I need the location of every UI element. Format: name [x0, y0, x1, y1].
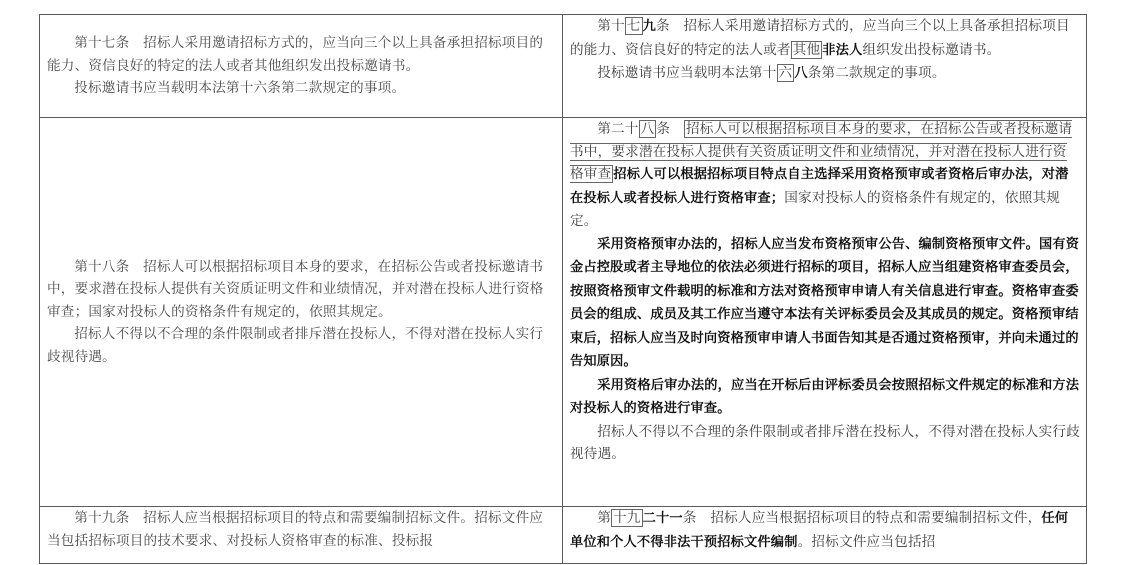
unchanged-text: 国家对投标人的资格条件有规定的，依照其规定。 [570, 189, 1061, 229]
unchanged-text: 条 [656, 121, 684, 137]
original-paragraph: 投标邀请书应当载明本法第十六条第二款规定的事项。 [74, 80, 406, 97]
revised-text-cell [563, 118, 1087, 507]
unchanged-text: 招标人不得以不合理的条件限制或者排斥潜在投标人，不得对潜在投标人实行歧视待遇。 [570, 423, 1080, 462]
original-paragraph: 第十八条 招标人可以根据招标项目本身的要求，在招标公告或者投标邀请书中，要求潜在投标人提供有关资质证明文件和业绩情况，并对潜在投标人进行资格审查；国家对投标人的资格条件有规定的，依照其规定。 [47, 258, 544, 320]
added-text: 招标人可以根据招标项目特点自主选择采用资格预审或者资格后审办法，对潜在投标人或者投标人进行资格审查； [570, 167, 1069, 206]
comparison-table [39, 14, 1087, 564]
unchanged-text: 第二十 [597, 121, 639, 137]
original-text-cell [40, 507, 563, 564]
added-text: 任何单位和个人不得非法干预招标文件编制 [570, 511, 1069, 550]
added-text: 采用资格预审办法的，招标人应当发布资格预审公告、编制资格预审文件。国有资金占控股或者主导地位的依法必须进行招标的项目，招标人应当组建资格审查委员会，按照资格预审文件载明的标准和方法对资格预审申请人有关信息进行审查。资格审查委员会的组成、成员及其工作应当遵守本法有关评标委员会及其成员的规定。资格预审结束后，招标人应当及时向资格预审申请人书面告知其是否通过资格预审，并向未通过的告知原因。 [570, 236, 1080, 369]
added-text: 二十一 [642, 511, 683, 526]
original-paragraph: 第十九条 招标人应当根据招标项目的特点和需要编制招标文件。招标文件应当包括招标项目的技术要求、对投标人资格审查的标准、投标报 [47, 510, 544, 549]
unchanged-text: 第 [597, 510, 611, 526]
original-paragraph: 招标人不得以不合理的条件限制或者排斥潜在投标人，不得对潜在投标人实行歧视待遇。 [47, 326, 544, 365]
revised-paragraph [570, 118, 1080, 233]
unchanged-text: 投标邀请书应当载明本法第十 [597, 65, 777, 81]
deleted-text: 六 [778, 65, 793, 81]
added-text: 九 [642, 19, 656, 34]
deleted-text: 七 [626, 18, 641, 34]
deleted-text: 十九 [612, 510, 641, 526]
revised-text-cell [563, 507, 1087, 564]
added-text: 采用资格后审办法的，应当在开标后由评标委员会按照招标文件规定的标准和方法对投标人的资格进行审查。 [570, 377, 1080, 416]
original-text-cell [40, 118, 563, 507]
revised-paragraph [570, 374, 1080, 421]
original-paragraph: 第十七条 招标人采用邀请招标方式的，应当向三个以上具备承担招标项目的能力、资信良好的特定的法人或者其他组织发出投标邀请书。 [47, 35, 544, 74]
revised-paragraph [570, 421, 1080, 466]
unchanged-text: 条 招标人采用邀请招标方式的，应当向三个以上具备承担招标项目的能力、资信良好的特定的法人或者 [570, 18, 1070, 58]
table-row [40, 507, 1087, 564]
original-text-cell [40, 15, 563, 118]
unchanged-text: 。招标文件应当包括招 [797, 533, 936, 550]
deleted-text: 八 [640, 121, 655, 137]
revised-paragraph [570, 62, 1080, 86]
unchanged-text: 条 招标人应当根据招标项目的特点和需要编制招标文件， [682, 510, 1042, 526]
revised-text-cell [563, 15, 1087, 118]
table-row [40, 118, 1087, 507]
added-text: 八 [794, 66, 808, 81]
added-text: 非法人 [822, 42, 863, 58]
unchanged-text: 第十 [597, 18, 625, 34]
deleted-text: 招标人可以根据招标项目本身的要求，在招标公告或者投标邀请书中，要求潜在投标人提供有关资质证明文件和业绩情况，并对潜在投标人进行资格审查 [570, 121, 1073, 182]
deleted-text: 其他 [792, 41, 821, 58]
unchanged-text: 条第二款规定的事项。 [807, 65, 946, 81]
table-row [40, 15, 1087, 118]
unchanged-text: 组织发出投标邀请书。 [862, 41, 1001, 58]
revised-paragraph [570, 15, 1080, 62]
revised-paragraph [570, 233, 1080, 374]
revised-paragraph [570, 507, 1080, 554]
